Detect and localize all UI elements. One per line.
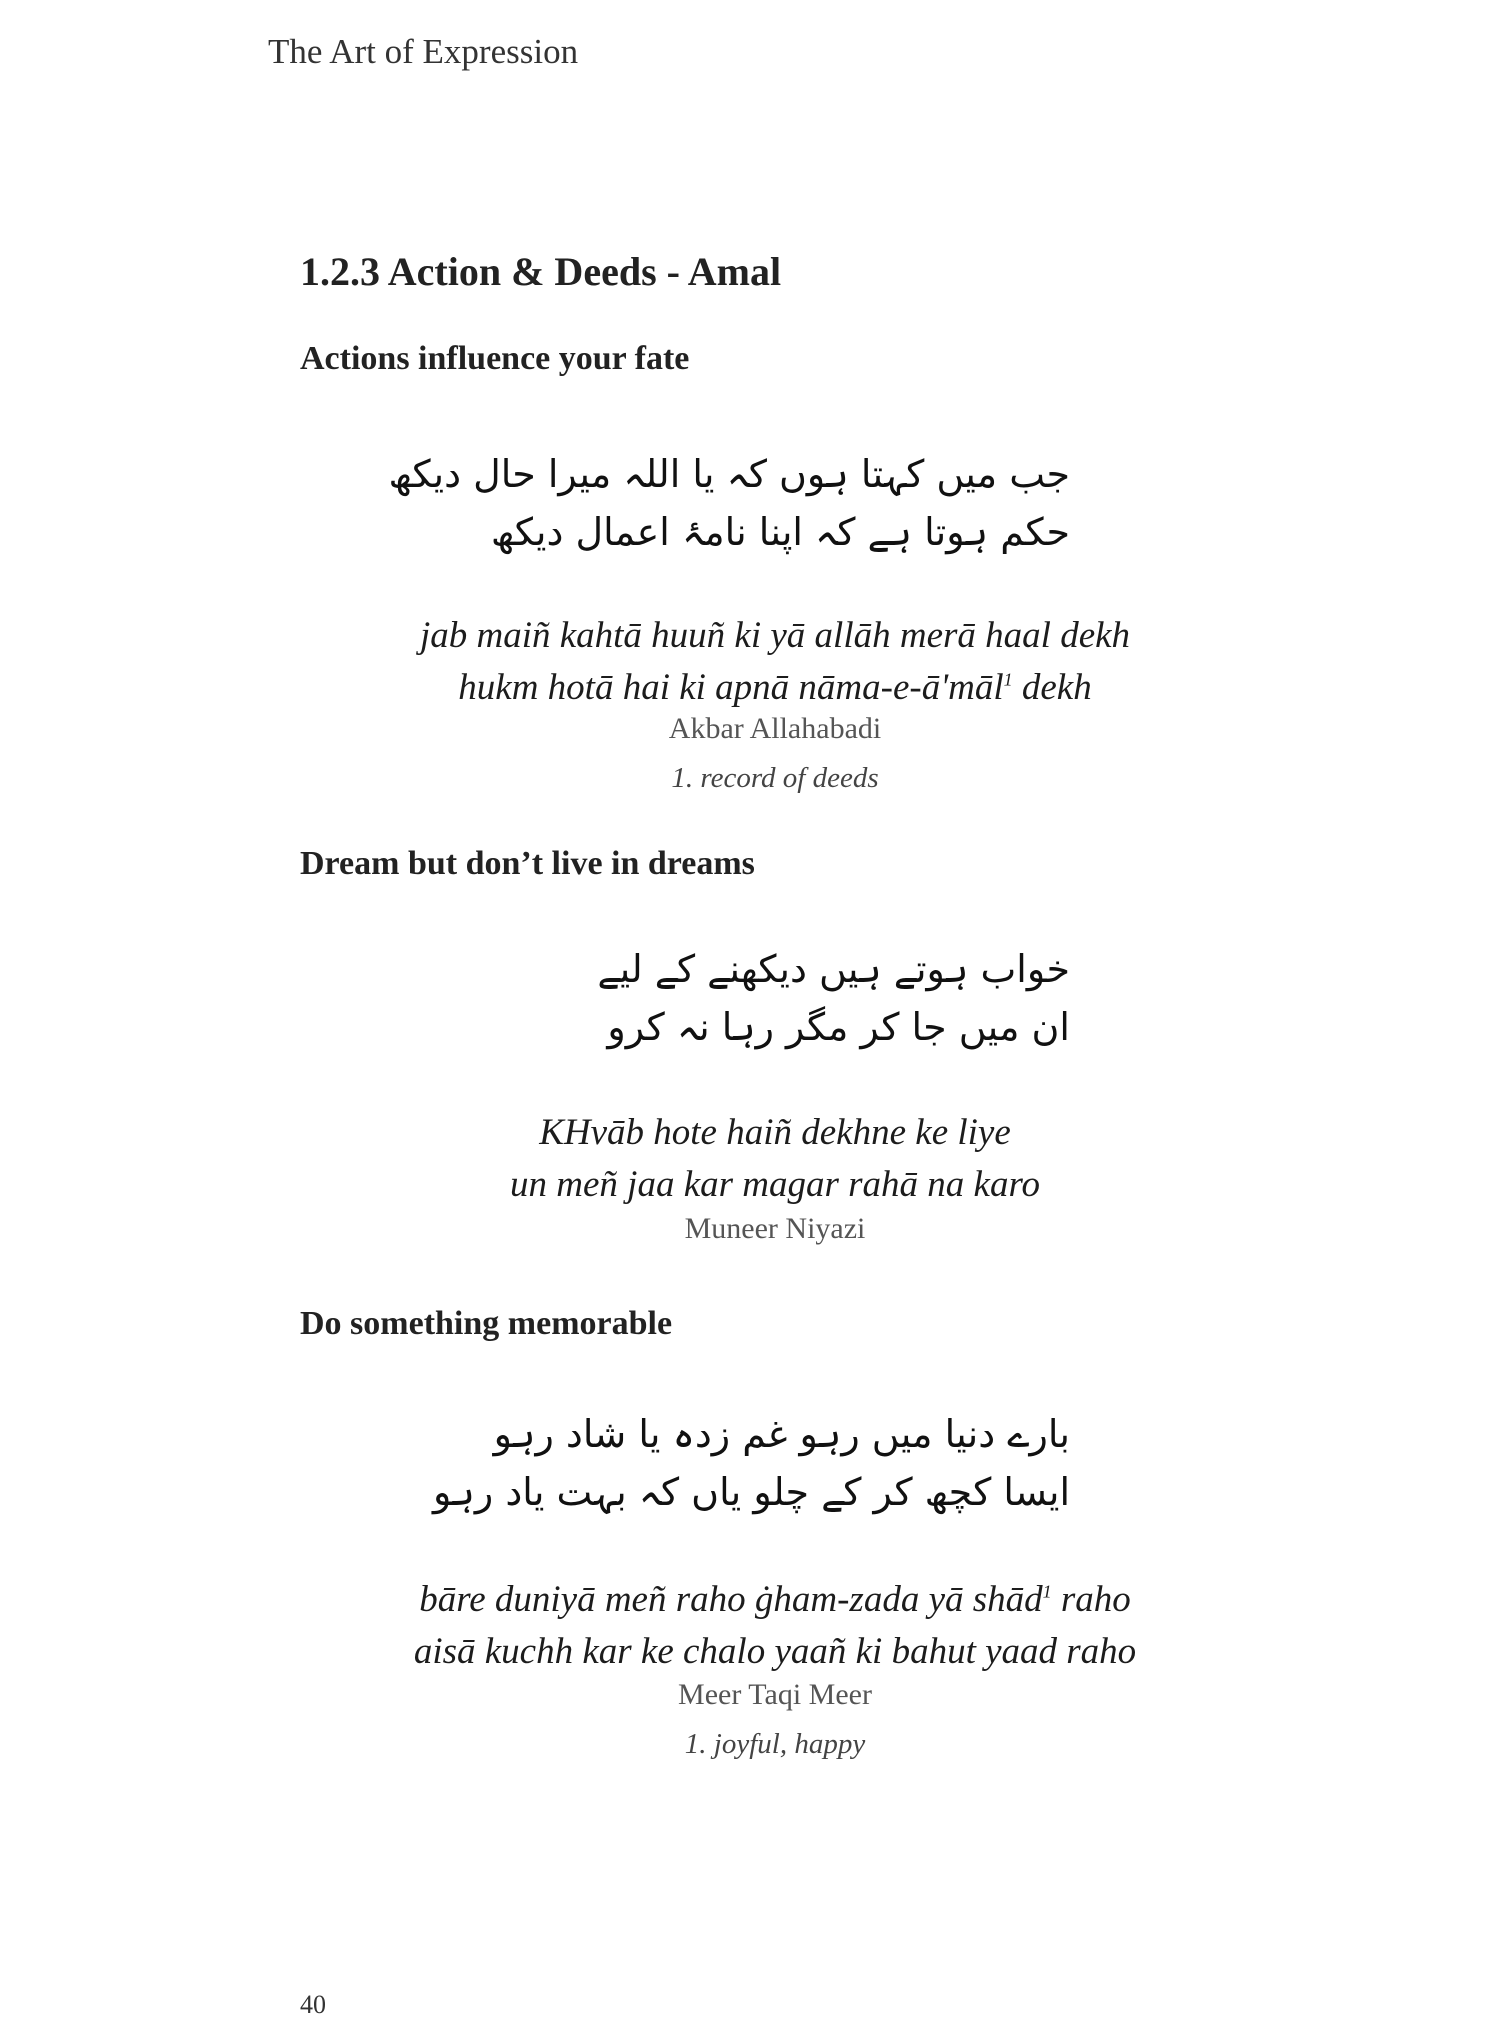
urdu-line: حکم ہوتا ہے کہ اپنا نامۂ اعمال دیکھ [490, 510, 1070, 554]
urdu-line: خواب ہوتے ہیں دیکھنے کے لیے [597, 947, 1070, 991]
transliteration-line: KHvāb hote haiñ dekhne ke liye [539, 1112, 1011, 1153]
couplet-heading: Do something memorable [300, 1305, 673, 1342]
page-number: 40 [300, 1990, 326, 2019]
footnote-marker: 1 [1003, 669, 1013, 690]
footnote: 1. record of deeds [671, 762, 879, 794]
footnote-marker: 1 [1042, 1581, 1052, 1602]
urdu-verse [597, 940, 1070, 1056]
transliteration-line [250, 1574, 1300, 1626]
transliteration-text: dekh [1012, 667, 1092, 708]
transliteration-line: aisā kuchh kar ke chalo yaañ ki bahut yaad raho [413, 1631, 1137, 1672]
transliteration [250, 1574, 1300, 1678]
transliteration-line: un meñ jaa kar magar rahā na karo [510, 1164, 1040, 1205]
urdu-line: ایسا کچھ کر کے چلو یاں کہ بہت یاد رہو [433, 1470, 1070, 1514]
urdu-verse [433, 1405, 1070, 1521]
urdu-line: جب میں کہتا ہوں کہ یا اللہ میرا حال دیکھ [388, 452, 1070, 496]
running-head: The Art of Expression [268, 32, 579, 71]
urdu-line: بارے دنیا میں رہو غم زدہ یا شاد رہو [493, 1412, 1070, 1456]
urdu-line: ان میں جا کر مگر رہا نہ کرو [607, 1005, 1070, 1049]
couplet-heading: Dream but don’t live in dreams [300, 845, 755, 882]
couplet-heading: Actions influence your fate [300, 340, 690, 377]
section-title: 1.2.3 Action & Deeds - Amal [300, 249, 782, 294]
transliteration [250, 610, 1300, 714]
transliteration-text: hukm hotā hai ki apnā nāma-e-ā'māl [458, 667, 1004, 708]
urdu-verse [389, 445, 1070, 561]
poet-name: Meer Taqi Meer [678, 1678, 872, 1711]
transliteration-text: bāre duniyā meñ raho ġham-zada yā shād [419, 1579, 1043, 1620]
footnote: 1. joyful, happy [684, 1728, 866, 1760]
transliteration-line [250, 662, 1300, 714]
poet-name: Muneer Niyazi [684, 1212, 866, 1245]
poet-name: Akbar Allahabadi [668, 712, 882, 745]
transliteration [250, 1107, 1300, 1211]
transliteration-text: raho [1051, 1579, 1131, 1620]
transliteration-line: jab maiñ kahtā huuñ ki yā allāh merā haal dekh [419, 615, 1131, 656]
